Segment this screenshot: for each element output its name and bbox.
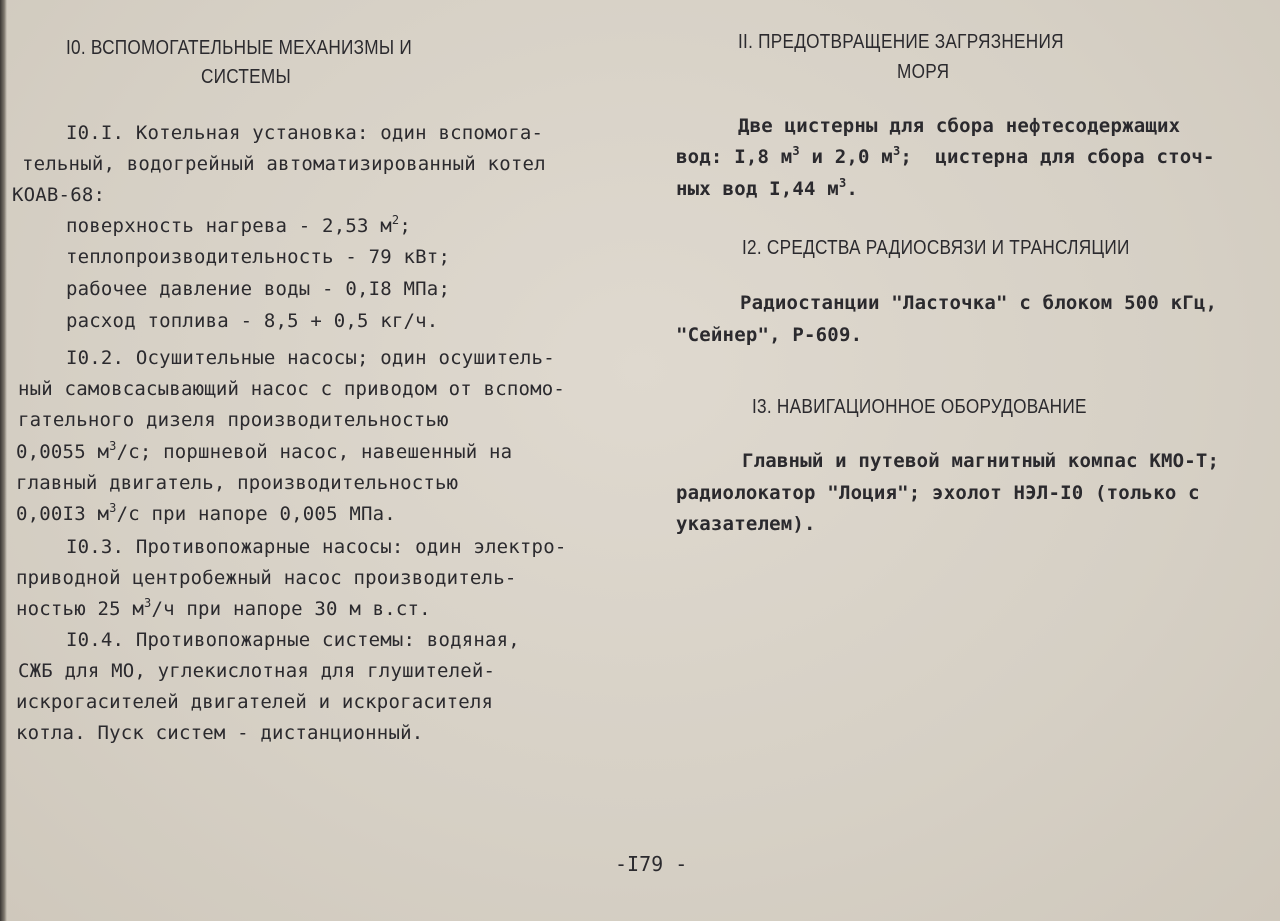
para-10-2-line: гательного дизеля производительностью bbox=[18, 409, 449, 431]
para-10-3-line bbox=[16, 597, 431, 621]
para-10-4-line: СЖБ для МО, углекислотная для глушителей- bbox=[18, 660, 496, 682]
spec-fuel-consumption: расход топлива - 8,5 + 0,5 кг/ч. bbox=[66, 310, 439, 332]
superscript: 3 bbox=[144, 596, 152, 610]
superscript: 3 bbox=[792, 144, 800, 158]
para-10-4-line: искрогасителей двигателей и искрогасителя bbox=[16, 691, 494, 713]
para-11-line bbox=[676, 177, 858, 201]
superscript: 2 bbox=[391, 213, 400, 227]
superscript: 3 bbox=[892, 144, 901, 158]
text: /с при напоре 0,005 МПа. bbox=[116, 503, 396, 525]
text: ных вод I,44 м bbox=[676, 178, 839, 200]
para-13-line: радиолокатор "Лоция"; эхолот НЭЛ-I0 (только с bbox=[676, 482, 1200, 504]
para-13-line: указателем). bbox=[676, 513, 816, 535]
superscript: 3 bbox=[838, 176, 847, 190]
text: и 2,0 м bbox=[799, 146, 893, 168]
para-10-1-line: КОАВ-68: bbox=[12, 184, 106, 206]
spec-heating-area-text: поверхность нагрева - 2,53 м bbox=[66, 215, 392, 237]
para-10-3-line: I0.3. Противопожарные насосы: один электро- bbox=[66, 536, 567, 558]
spec-heat-output: теплопроизводительность - 79 кВт; bbox=[66, 246, 451, 268]
text: ностью 25 м bbox=[16, 598, 145, 620]
text: 0,00I3 м bbox=[16, 503, 110, 525]
section-11-title: II. ПРЕДОТВРАЩЕНИЕ ЗАГРЯЗНЕНИЯ bbox=[738, 31, 1064, 53]
para-12-line: Радиостанции "Ласточка" с блоком 500 кГц, bbox=[740, 292, 1218, 314]
para-10-1-line: I0.I. Котельная установка: один вспомога- bbox=[66, 122, 544, 144]
book-spine-shadow bbox=[0, 0, 7, 921]
para-10-3-line: приводной центробежный насос производитель- bbox=[16, 567, 517, 589]
spec-heating-area bbox=[66, 214, 411, 238]
punct: ; bbox=[399, 215, 411, 237]
para-10-4-line: котла. Пуск систем - дистанционный. bbox=[16, 722, 424, 744]
section-10-title-cont: СИСТЕМЫ bbox=[201, 66, 291, 88]
text: вод: I,8 м bbox=[676, 146, 793, 168]
section-12-title: I2. СРЕДСТВА РАДИОСВЯЗИ И ТРАНСЛЯЦИИ bbox=[742, 237, 1130, 259]
para-10-2-line: I0.2. Осушительные насосы; один осушитель- bbox=[66, 347, 555, 369]
para-10-2-line: главный двигатель, производительностью bbox=[16, 472, 459, 494]
text: ; цистерна для сбора сточ- bbox=[900, 146, 1215, 168]
para-11-line bbox=[676, 145, 1215, 169]
spec-water-pressure: рабочее давление воды - 0,I8 МПа; bbox=[66, 278, 451, 300]
text: /ч при напоре 30 м в.ст. bbox=[151, 598, 431, 620]
section-13-title: I3. НАВИГАЦИОННОЕ ОБОРУДОВАНИЕ bbox=[752, 396, 1087, 418]
para-10-2-line: ный самовсасывающий насос с приводом от вспомо- bbox=[18, 378, 566, 400]
text: 0,0055 м bbox=[16, 441, 110, 463]
para-11-line: Две цистерны для сбора нефтесодержащих bbox=[738, 115, 1181, 137]
para-12-line: "Сейнер", Р-609. bbox=[676, 324, 863, 346]
superscript: 3 bbox=[109, 439, 117, 453]
section-10-title: I0. ВСПОМОГАТЕЛЬНЫЕ МЕХАНИЗМЫ И bbox=[66, 37, 413, 59]
text: /с; поршневой насос, навешенный на bbox=[116, 441, 513, 463]
para-10-4-line: I0.4. Противопожарные системы: водяная, bbox=[66, 629, 520, 651]
page-number: -I79 - bbox=[615, 852, 688, 876]
para-13-line: Главный и путевой магнитный компас КМО-Т; bbox=[742, 450, 1220, 472]
para-10-1-line: тельный, водогрейный автоматизированный котел bbox=[22, 153, 546, 175]
text: . bbox=[846, 178, 859, 200]
para-10-2-line bbox=[16, 502, 396, 526]
para-10-2-line bbox=[16, 440, 512, 464]
superscript: 3 bbox=[109, 501, 117, 515]
section-11-title-cont: МОРЯ bbox=[897, 61, 950, 83]
